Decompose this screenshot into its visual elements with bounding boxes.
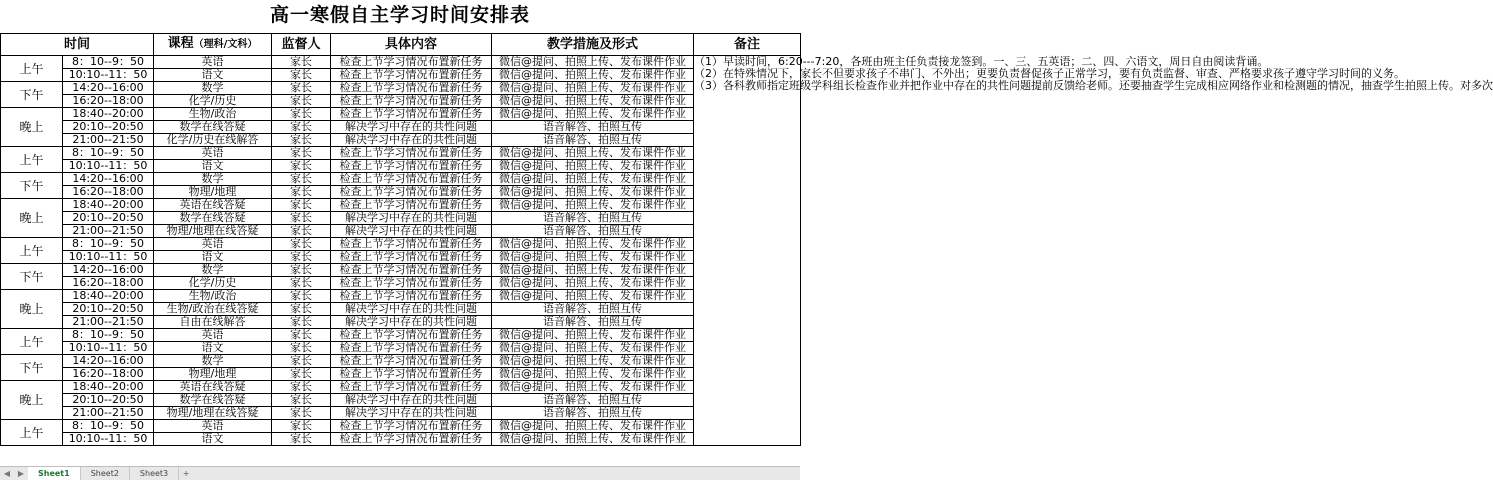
- cell-course[interactable]: 数学: [154, 82, 272, 95]
- cell-content[interactable]: 检查上节学习情况布置新任务: [331, 433, 492, 446]
- cell-time[interactable]: 20:10--20:50: [63, 303, 154, 316]
- table-row: [1, 108, 801, 121]
- cell-time[interactable]: 16:20--18:00: [63, 186, 154, 199]
- cell-supervisor[interactable]: 家长: [272, 316, 331, 329]
- scroll-left-icon[interactable]: ◀: [3, 469, 11, 478]
- cell-time[interactable]: 18:40--20:00: [63, 108, 154, 121]
- cell-method[interactable]: 微信@提问、拍照上传、发布课件作业: [492, 433, 694, 446]
- cell-time[interactable]: 16:20--18:00: [63, 368, 154, 381]
- cell-time[interactable]: 16:20--18:00: [63, 277, 154, 290]
- cell-time[interactable]: 18:40--20:00: [63, 290, 154, 303]
- cell-course[interactable]: 英语: [154, 238, 272, 251]
- table-row: [1, 238, 801, 251]
- cell-period[interactable]: 上午: [1, 147, 63, 173]
- cell-time[interactable]: 14:20--16:00: [63, 355, 154, 368]
- cell-course[interactable]: 语文: [154, 342, 272, 355]
- note-paragraph: （3）各科教师指定班级学科组长检查作业并把作业中存在的共性问题提前反馈给老师。还要抽查学生完成相应网络作业和检测题的情况，抽查学生拍照上传。对多次: [694, 79, 1493, 92]
- table-row: [1, 160, 801, 173]
- header-row: [1, 34, 801, 56]
- cell-time[interactable]: 18:40--20:00: [63, 381, 154, 394]
- cell-method[interactable]: 微信@提问、拍照上传、发布课件作业: [492, 186, 694, 199]
- cell-period[interactable]: 下午: [1, 82, 63, 108]
- cell-content[interactable]: 检查上节学习情况布置新任务: [331, 82, 492, 95]
- cell-method[interactable]: 语音解答、拍照互传: [492, 212, 694, 225]
- cell-course[interactable]: 英语: [154, 147, 272, 160]
- cell-content[interactable]: 解决学习中存在的共性问题: [331, 121, 492, 134]
- cell-content[interactable]: 检查上节学习情况布置新任务: [331, 95, 492, 108]
- cell-course[interactable]: 语文: [154, 160, 272, 173]
- cell-time[interactable]: 8：10--9：50: [63, 420, 154, 433]
- cell-method[interactable]: 微信@提问、拍照上传、发布课件作业: [492, 82, 694, 95]
- table-row: [1, 290, 801, 303]
- cell-content[interactable]: 检查上节学习情况布置新任务: [331, 355, 492, 368]
- table-row: [1, 121, 801, 134]
- cell-content[interactable]: 检查上节学习情况布置新任务: [331, 186, 492, 199]
- cell-method[interactable]: 微信@提问、拍照上传、发布课件作业: [492, 147, 694, 160]
- cell-supervisor[interactable]: 家长: [272, 251, 331, 264]
- cell-method[interactable]: 微信@提问、拍照上传、发布课件作业: [492, 329, 694, 342]
- cell-course[interactable]: 物理/地理在线答疑: [154, 225, 272, 238]
- cell-supervisor[interactable]: 家长: [272, 342, 331, 355]
- note-paragraph: （2）在特殊情况下，家长不但要求孩子不串门、不外出；更要负责督促孩子正常学习，要有负责监督、审查、严格要求孩子遵守学习时间的义务。: [694, 67, 1406, 80]
- cell-period[interactable]: 上午: [1, 56, 63, 82]
- header-course[interactable]: [154, 34, 272, 56]
- cell-time[interactable]: 8：10--9：50: [63, 238, 154, 251]
- cell-supervisor[interactable]: 家长: [272, 121, 331, 134]
- cell-period[interactable]: 晚上: [1, 108, 63, 147]
- cell-supervisor[interactable]: 家长: [272, 368, 331, 381]
- cell-time[interactable]: 16:20--18:00: [63, 95, 154, 108]
- cell-supervisor[interactable]: 家长: [272, 95, 331, 108]
- cell-course[interactable]: 英语: [154, 329, 272, 342]
- cell-content[interactable]: 解决学习中存在的共性问题: [331, 225, 492, 238]
- cell-content[interactable]: 解决学习中存在的共性问题: [331, 303, 492, 316]
- table-row: [1, 69, 801, 82]
- cell-course[interactable]: 物理/地理在线答疑: [154, 407, 272, 420]
- cell-time[interactable]: 21:00--21:50: [63, 225, 154, 238]
- cell-method[interactable]: 微信@提问、拍照上传、发布课件作业: [492, 277, 694, 290]
- note-paragraph: （1）早读时间，6:20---7:20，各班由班主任负责接龙签到。一、三、五英语；二、四、六语文，周日自由阅读背诵。: [694, 55, 1269, 68]
- table-row: [1, 303, 801, 316]
- cell-course[interactable]: 语文: [154, 69, 272, 82]
- cell-method[interactable]: 微信@提问、拍照上传、发布课件作业: [492, 160, 694, 173]
- header-supervisor[interactable]: 监督人: [272, 34, 331, 56]
- cell-content[interactable]: 检查上节学习情况布置新任务: [331, 264, 492, 277]
- cell-time[interactable]: 10:10--11：50: [63, 342, 154, 355]
- table-row: [1, 95, 801, 108]
- cell-content[interactable]: 检查上节学习情况布置新任务: [331, 147, 492, 160]
- cell-content[interactable]: 检查上节学习情况布置新任务: [331, 199, 492, 212]
- cell-content[interactable]: 解决学习中存在的共性问题: [331, 316, 492, 329]
- cell-time[interactable]: 8：10--9：50: [63, 56, 154, 69]
- cell-method[interactable]: 微信@提问、拍照上传、发布课件作业: [492, 355, 694, 368]
- table-row: [1, 277, 801, 290]
- cell-method[interactable]: 微信@提问、拍照上传、发布课件作业: [492, 381, 694, 394]
- cell-content[interactable]: 解决学习中存在的共性问题: [331, 394, 492, 407]
- cell-time[interactable]: 10:10--11：50: [63, 160, 154, 173]
- cell-content[interactable]: 检查上节学习情况布置新任务: [331, 420, 492, 433]
- cell-method[interactable]: 微信@提问、拍照上传、发布课件作业: [492, 290, 694, 303]
- cell-supervisor[interactable]: 家长: [272, 160, 331, 173]
- table-row: [1, 82, 801, 95]
- cell-method[interactable]: 微信@提问、拍照上传、发布课件作业: [492, 238, 694, 251]
- table-row: [1, 316, 801, 329]
- cell-time[interactable]: 8：10--9：50: [63, 329, 154, 342]
- cell-time[interactable]: 14:20--16:00: [63, 173, 154, 186]
- cell-course[interactable]: 数学在线答疑: [154, 121, 272, 134]
- cell-period[interactable]: 晚上: [1, 381, 63, 420]
- cell-course[interactable]: 数学: [154, 264, 272, 277]
- table-row: [1, 368, 801, 381]
- table-row: [1, 394, 801, 407]
- cell-content[interactable]: 检查上节学习情况布置新任务: [331, 329, 492, 342]
- cell-content[interactable]: 检查上节学习情况布置新任务: [331, 251, 492, 264]
- cell-course[interactable]: 物理/地理: [154, 368, 272, 381]
- cell-time[interactable]: 21:00--21:50: [63, 134, 154, 147]
- cell-supervisor[interactable]: 家长: [272, 212, 331, 225]
- cell-method[interactable]: 微信@提问、拍照上传、发布课件作业: [492, 199, 694, 212]
- table-row: [1, 433, 801, 446]
- cell-supervisor[interactable]: 家长: [272, 238, 331, 251]
- cell-method[interactable]: 语音解答、拍照互传: [492, 407, 694, 420]
- table-row: [1, 329, 801, 342]
- cell-course[interactable]: 数学在线答疑: [154, 212, 272, 225]
- table-row: [1, 212, 801, 225]
- table-row: [1, 251, 801, 264]
- cell-supervisor[interactable]: 家长: [272, 433, 331, 446]
- cell-course[interactable]: 英语: [154, 56, 272, 69]
- header-method[interactable]: 教学措施及形式: [492, 34, 694, 56]
- cell-course[interactable]: 化学/历史: [154, 95, 272, 108]
- scroll-right-icon[interactable]: ▶: [17, 469, 25, 478]
- header-content[interactable]: 具体内容: [331, 34, 492, 56]
- cell-time[interactable]: 8：10--9：50: [63, 147, 154, 160]
- schedule-table: [0, 33, 1493, 446]
- cell-time[interactable]: 20:10--20:50: [63, 394, 154, 407]
- cell-course[interactable]: 生物/政治在线答疑: [154, 303, 272, 316]
- cell-content[interactable]: 检查上节学习情况布置新任务: [331, 277, 492, 290]
- cell-method[interactable]: 微信@提问、拍照上传、发布课件作业: [492, 173, 694, 186]
- table-row: [1, 355, 801, 368]
- table-row: [1, 225, 801, 238]
- cell-method[interactable]: 语音解答、拍照互传: [492, 134, 694, 147]
- cell-course[interactable]: 语文: [154, 433, 272, 446]
- table-row: [1, 264, 801, 277]
- cell-supervisor[interactable]: 家长: [272, 225, 331, 238]
- cell-supervisor[interactable]: 家长: [272, 186, 331, 199]
- cell-course[interactable]: 生物/政治: [154, 108, 272, 121]
- table-row: [1, 381, 801, 394]
- cell-supervisor[interactable]: 家长: [272, 303, 331, 316]
- table-row: [1, 420, 801, 433]
- cell-supervisor[interactable]: 家长: [272, 264, 331, 277]
- header-course-note: （理科/文科）: [193, 39, 258, 50]
- add-sheet-button[interactable]: +: [182, 469, 190, 478]
- cell-time[interactable]: 20:10--20:50: [63, 212, 154, 225]
- cell-method[interactable]: 语音解答、拍照互传: [492, 303, 694, 316]
- table-row: [1, 147, 801, 160]
- table-row: [1, 186, 801, 199]
- table-row: [1, 134, 801, 147]
- cell-period[interactable]: 上午: [1, 420, 63, 446]
- cell-time[interactable]: 18:40--20:00: [63, 199, 154, 212]
- cell-course[interactable]: 数学: [154, 173, 272, 186]
- cell-supervisor[interactable]: 家长: [272, 420, 331, 433]
- cell-notes[interactable]: [694, 55, 1493, 446]
- sheet-tab-2[interactable]: Sheet2: [81, 467, 130, 480]
- cell-supervisor[interactable]: 家长: [272, 56, 331, 69]
- cell-content[interactable]: 检查上节学习情况布置新任务: [331, 342, 492, 355]
- cell-content[interactable]: 检查上节学习情况布置新任务: [331, 69, 492, 82]
- cell-time[interactable]: 21:00--21:50: [63, 407, 154, 420]
- cell-method[interactable]: 微信@提问、拍照上传、发布课件作业: [492, 56, 694, 69]
- cell-content[interactable]: 检查上节学习情况布置新任务: [331, 108, 492, 121]
- cell-time[interactable]: 10:10--11：50: [63, 251, 154, 264]
- cell-content[interactable]: 检查上节学习情况布置新任务: [331, 368, 492, 381]
- cell-course[interactable]: 化学/历史: [154, 277, 272, 290]
- cell-period[interactable]: 晚上: [1, 290, 63, 329]
- sheet-tab-3[interactable]: Sheet3: [130, 467, 179, 480]
- table-row: [1, 173, 801, 186]
- cell-period[interactable]: 下午: [1, 355, 63, 381]
- sheet-tab-bar: [0, 466, 800, 480]
- cell-time[interactable]: 14:20--16:00: [63, 264, 154, 277]
- cell-supervisor[interactable]: 家长: [272, 199, 331, 212]
- cell-content[interactable]: 解决学习中存在的共性问题: [331, 407, 492, 420]
- cell-supervisor[interactable]: 家长: [272, 69, 331, 82]
- cell-method[interactable]: 语音解答、拍照互传: [492, 225, 694, 238]
- cell-supervisor[interactable]: 家长: [272, 108, 331, 121]
- cell-content[interactable]: 检查上节学习情况布置新任务: [331, 160, 492, 173]
- cell-method[interactable]: 微信@提问、拍照上传、发布课件作业: [492, 108, 694, 121]
- header-time[interactable]: 时间: [1, 34, 154, 56]
- cell-course[interactable]: 化学/历史在线解答: [154, 134, 272, 147]
- cell-time[interactable]: 21:00--21:50: [63, 316, 154, 329]
- table-row: [1, 342, 801, 355]
- cell-period[interactable]: 上午: [1, 329, 63, 355]
- cell-course[interactable]: 英语: [154, 420, 272, 433]
- cell-course[interactable]: 语文: [154, 251, 272, 264]
- cell-method[interactable]: 语音解答、拍照互传: [492, 316, 694, 329]
- cell-content[interactable]: 解决学习中存在的共性问题: [331, 134, 492, 147]
- cell-supervisor[interactable]: 家长: [272, 290, 331, 303]
- cell-course[interactable]: 英语在线答疑: [154, 199, 272, 212]
- cell-supervisor[interactable]: 家长: [272, 407, 331, 420]
- cell-method[interactable]: 微信@提问、拍照上传、发布课件作业: [492, 368, 694, 381]
- cell-method[interactable]: 微信@提问、拍照上传、发布课件作业: [492, 251, 694, 264]
- cell-supervisor[interactable]: 家长: [272, 381, 331, 394]
- cell-content[interactable]: 检查上节学习情况布置新任务: [331, 290, 492, 303]
- cell-supervisor[interactable]: 家长: [272, 82, 331, 95]
- cell-period[interactable]: 下午: [1, 264, 63, 290]
- cell-course[interactable]: 物理/地理: [154, 186, 272, 199]
- sheet-title: 高一寒假自主学习时间安排表: [269, 4, 530, 26]
- cell-period[interactable]: 上午: [1, 238, 63, 264]
- cell-course[interactable]: 生物/政治: [154, 290, 272, 303]
- header-notes[interactable]: 备注: [694, 34, 801, 56]
- cell-time[interactable]: 14:20--16:00: [63, 82, 154, 95]
- cell-method[interactable]: 微信@提问、拍照上传、发布课件作业: [492, 342, 694, 355]
- cell-supervisor[interactable]: 家长: [272, 355, 331, 368]
- cell-period[interactable]: 晚上: [1, 199, 63, 238]
- cell-content[interactable]: 检查上节学习情况布置新任务: [331, 238, 492, 251]
- cell-supervisor[interactable]: 家长: [272, 147, 331, 160]
- sheet-tab-1[interactable]: Sheet1: [28, 467, 81, 480]
- cell-supervisor[interactable]: 家长: [272, 277, 331, 290]
- cell-method[interactable]: 微信@提问、拍照上传、发布课件作业: [492, 95, 694, 108]
- cell-supervisor[interactable]: 家长: [272, 394, 331, 407]
- cell-course[interactable]: 自由在线解答: [154, 316, 272, 329]
- cell-content[interactable]: 检查上节学习情况布置新任务: [331, 381, 492, 394]
- cell-method[interactable]: 语音解答、拍照互传: [492, 394, 694, 407]
- cell-content[interactable]: 解决学习中存在的共性问题: [331, 212, 492, 225]
- header-course-label: 课程: [167, 36, 194, 51]
- table-row: [1, 407, 801, 420]
- cell-time[interactable]: 10:10--11：50: [63, 433, 154, 446]
- cell-method[interactable]: 微信@提问、拍照上传、发布课件作业: [492, 69, 694, 82]
- cell-course[interactable]: 数学: [154, 355, 272, 368]
- cell-supervisor[interactable]: 家长: [272, 329, 331, 342]
- cell-course[interactable]: 英语在线答疑: [154, 381, 272, 394]
- cell-supervisor[interactable]: 家长: [272, 134, 331, 147]
- cell-course[interactable]: 数学在线答疑: [154, 394, 272, 407]
- cell-time[interactable]: 10:10--11：50: [63, 69, 154, 82]
- cell-content[interactable]: 检查上节学习情况布置新任务: [331, 173, 492, 186]
- cell-time[interactable]: 20:10--20:50: [63, 121, 154, 134]
- cell-method[interactable]: 微信@提问、拍照上传、发布课件作业: [492, 420, 694, 433]
- cell-method[interactable]: 微信@提问、拍照上传、发布课件作业: [492, 264, 694, 277]
- cell-period[interactable]: 下午: [1, 173, 63, 199]
- cell-content[interactable]: 检查上节学习情况布置新任务: [331, 56, 492, 69]
- cell-method[interactable]: 语音解答、拍照互传: [492, 121, 694, 134]
- cell-supervisor[interactable]: 家长: [272, 173, 331, 186]
- table-row: [1, 199, 801, 212]
- table-row: [1, 56, 801, 69]
